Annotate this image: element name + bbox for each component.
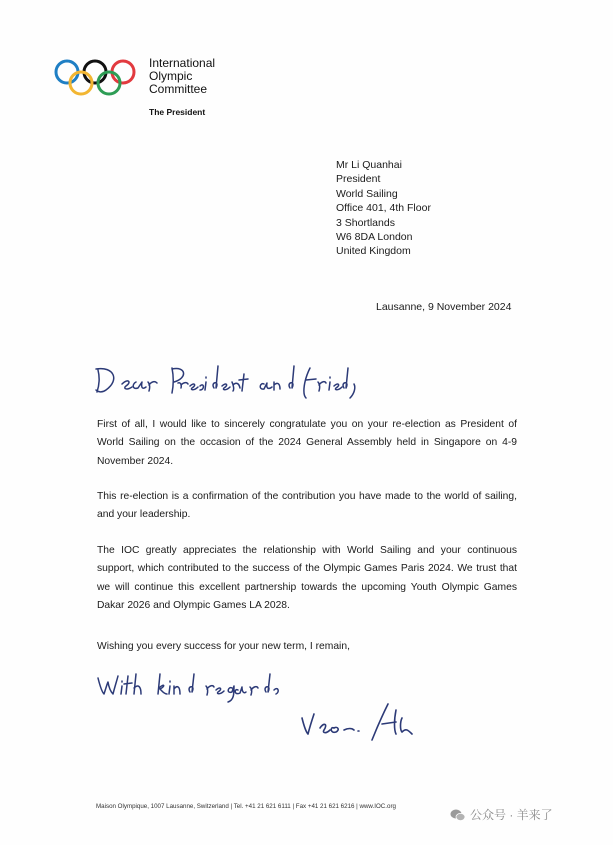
recipient-city: W6 8DA London [336,231,413,244]
ring-yellow [70,72,92,94]
recipient-address [336,158,431,259]
recipient-name: Mr Li Quanhai [336,159,402,171]
ring-green [98,72,120,94]
date-line: Lausanne, 9 November 2024 [376,301,512,313]
recipient-street: 3 Shortlands [336,216,395,229]
recipient-organization: World Sailing [336,187,398,200]
ring-blue [56,61,78,83]
watermark [450,806,553,823]
paragraph-1: First of all, I would like to sincerely congratulate you on your re-election as President of World Sailing on the occasion of the 2024 General Assembly held in Singapore on 4-9 November 2024. [97,419,517,467]
org-name [149,57,215,96]
handwritten-salutation [92,360,362,400]
watermark-text: 公众号 · 羊来了 [470,808,553,822]
signature [296,700,426,744]
letter-footer: Maison Olympique, 1007 Lausanne, Switzerland | Tel. +41 21 621 6111 | Fax +41 21 621 6216 | www.IOC.org [96,803,396,810]
recipient-office: Office 401, 4th Floor [336,202,431,215]
wechat-icon [450,808,466,822]
handwritten-closing [94,670,294,704]
paragraph-3: The IOC greatly appreciates the relationship with World Sailing and your continuous support, which contributed to the success of the Olympic Games Paris 2024. We trust that we will continue this excellent partnership towards the upcoming Youth Olympic Games Dakar 2026 and Olympic Games LA 2028. [97,545,517,612]
recipient-title: President [336,173,381,186]
org-line: International [149,56,216,70]
ring-black [84,61,106,83]
org-line: Olympic [149,69,193,83]
olympic-rings-logo [54,58,138,98]
paragraph-4: Wishing you every success for your new term, I remain, [97,641,350,652]
sender-role: The President [149,107,206,117]
paragraph-2: This re-election is a confirmation of the contribution you have made to the world of sailing, and your leadership. [97,491,517,521]
recipient-country: United Kingdom [336,245,411,258]
ring-red [112,61,134,83]
org-line: Committee [149,82,208,96]
